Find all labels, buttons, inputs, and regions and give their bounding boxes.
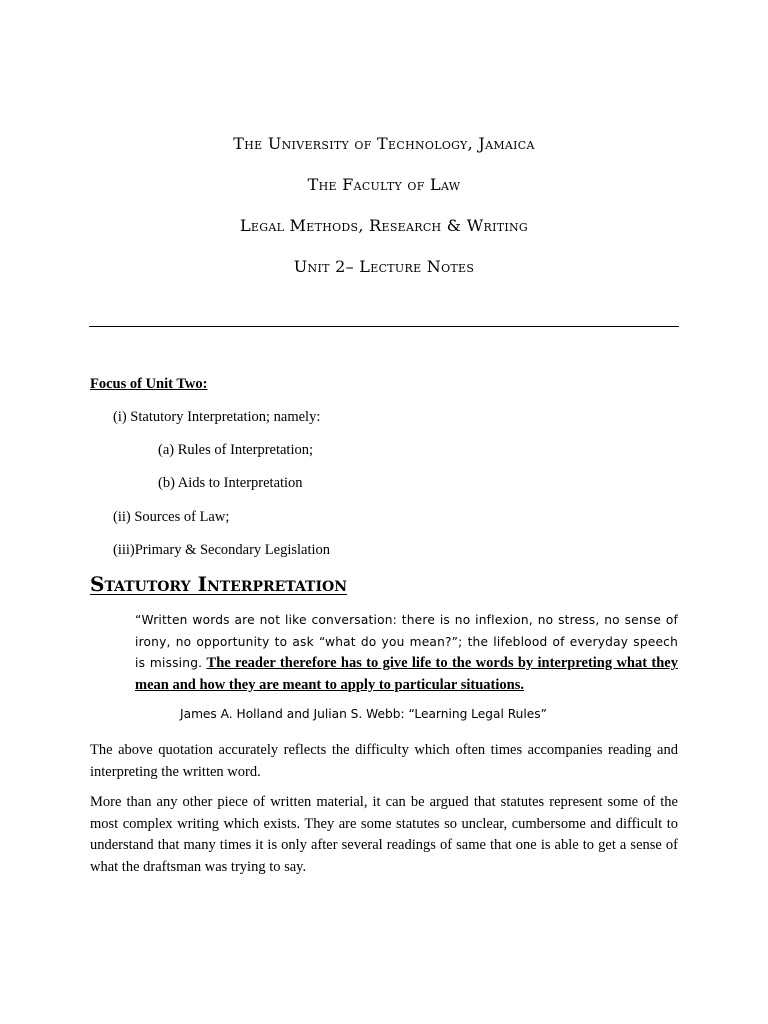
focus-subitem: (b) Aids to Interpretation — [158, 475, 303, 491]
horizontal-divider — [89, 326, 679, 327]
faculty-heading: The Faculty of Law — [307, 175, 461, 194]
course-heading: Legal Methods, Research & Writing — [239, 216, 529, 235]
body-paragraph: The above quotation accurately reflects the difficulty which often times accompanies reading and interpreting the written word. — [90, 742, 678, 780]
block-quote — [135, 610, 678, 696]
university-heading: The University of Technology, Jamaica — [233, 134, 535, 153]
section-title: Statutory Interpretation — [90, 572, 348, 596]
quote-text: “Written words are not like conversation: there is no inflexion, no stress, no sense of irony, no opportunity to ask “what do you mean?”; the lifeblood of everyday speech is missing. — [135, 613, 678, 670]
focus-item: (i) Statutory Interpretation; namely: — [113, 409, 321, 425]
focus-subitem: (a) Rules of Interpretation; — [158, 442, 314, 458]
quote-attribution: James A. Holland and Julian S. Webb: “Learning Legal Rules” — [180, 707, 547, 721]
focus-item: (ii) Sources of Law; — [113, 509, 230, 525]
focus-heading: Focus of Unit Two: — [90, 376, 208, 392]
unit-heading: Unit 2– Lecture Notes — [293, 257, 475, 276]
quote-emphasis: The reader therefore has to give life to the words by interpreting what they mean and how they are meant to apply to particular situations. — [135, 655, 678, 693]
body-paragraph: More than any other piece of written material, it can be argued that statutes represent some of the most complex writing which exists. They are some statutes so unclear, cumbersome and difficult to understand that many times it is only after several readings of same that one is able to get a sense of what the draftsman was trying to say. — [90, 794, 678, 875]
focus-item: (iii)Primary & Secondary Legislation — [113, 542, 331, 558]
